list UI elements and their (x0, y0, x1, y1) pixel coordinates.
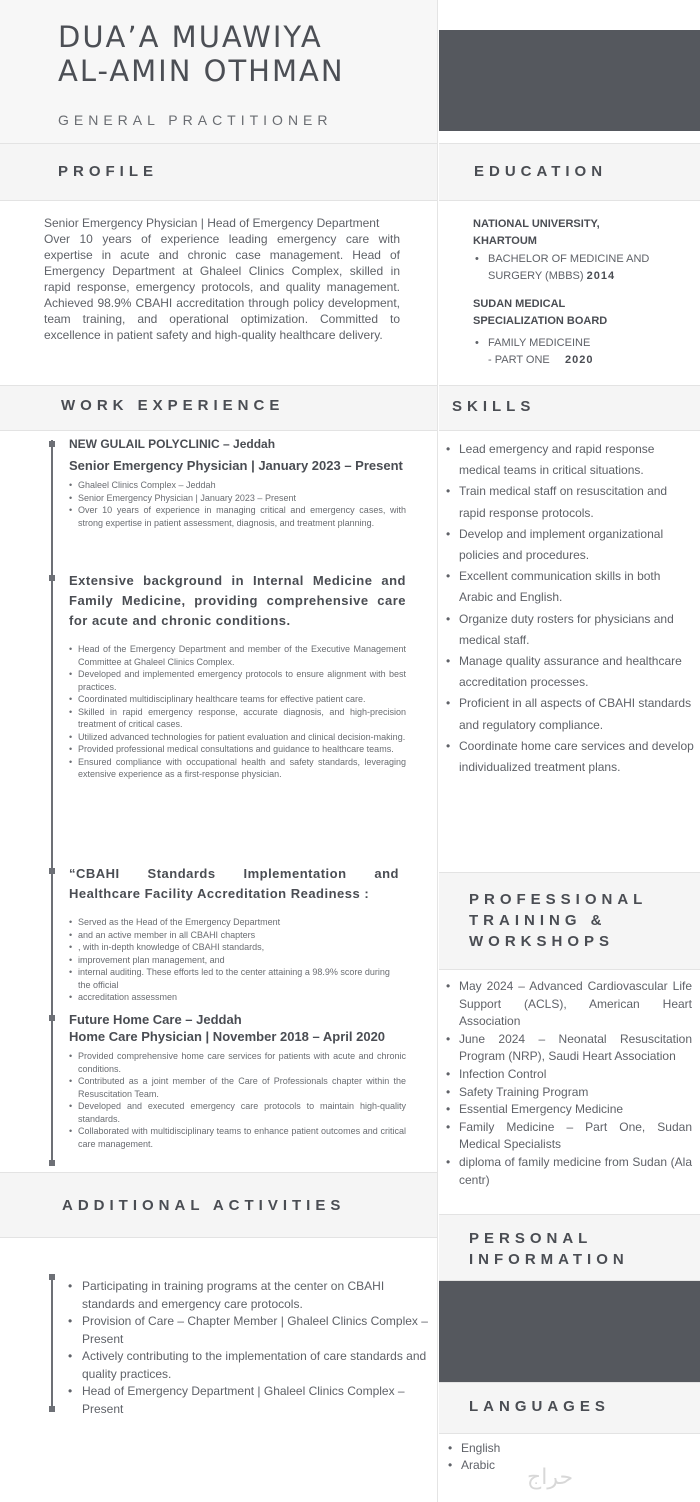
list-item: • May 2024 – Advanced Cardiovascular Life Support (ACLS), American Heart Association (446, 978, 692, 1031)
header-accent-block (439, 30, 700, 131)
timeline-dot (49, 1015, 55, 1021)
list-item: • Essential Emergency Medicine (446, 1101, 692, 1119)
timeline-dot (49, 868, 55, 874)
education-entry (473, 216, 688, 285)
institution-line: KHARTOUM (473, 235, 537, 247)
heading-line: INFORMATION (469, 1251, 629, 1268)
name-line-2: AL-AMIN OTHMAN (58, 54, 345, 88)
skills-section-bar (439, 385, 700, 431)
background-summary: Extensive background in Internal Medicine and Family Medicine, providing comprehensive care for acute and chronic conditions. (69, 573, 406, 628)
job-entry-new-gulail (69, 437, 406, 529)
institution-line: SUDAN MEDICAL (473, 298, 566, 310)
work-section-bar (0, 385, 437, 431)
timeline-dot (49, 1274, 55, 1280)
training-list (446, 978, 692, 1189)
degree-name: SURGERY (MBBS) (488, 270, 584, 282)
cbahi-title: “CBAHI Standards Implementation and Healthcare Facility Accreditation Readiness : (69, 866, 399, 901)
profile-headline: Senior Emergency Physician | Head of Emergency Department (44, 216, 380, 230)
profile-section-bar (0, 143, 437, 201)
job-employer: NEW GULAIL POLYCLINIC – Jeddah (69, 437, 276, 451)
list-item: • Organize duty rosters for physicians and medical staff. (446, 609, 696, 651)
work-experience-heading: WORK EXPERIENCE (61, 397, 285, 414)
list-item: • Developed and implemented emergency protocols to ensure alignment with best practices. (69, 668, 406, 693)
timeline-dot (49, 575, 55, 581)
training-heading: PROFESSIONAL TRAINING & WORKSHOPS (469, 891, 648, 950)
header (0, 0, 437, 143)
heading-line: PERSONAL (469, 1230, 593, 1247)
timeline-line (51, 440, 53, 1165)
list-item: • Utilized advanced technologies for patient evaluation and clinical decision-making. (69, 731, 406, 744)
list-item: • Contributed as a joint member of the Care of Professionals chapter within the Resuscitation Team. (69, 1075, 406, 1100)
list-item: • Arabic (448, 1457, 500, 1474)
job-bullets (69, 479, 406, 529)
list-item: • Actively contributing to the implementation of care standards and quality practices. (68, 1348, 430, 1383)
list-item: • Ensured compliance with occupational health and safety standards, leveraging extensive experience as a first-response physician. (69, 756, 406, 781)
list-item: • Collaborated with multidisciplinary teams to enhance patient outcomes and critical care management. (69, 1125, 406, 1150)
list-item: • Over 10 years of experience in managing critical and emergency cases, with strong expertise in patient assessment, diagnosis, and treatment planning. (69, 504, 406, 529)
degree-line (488, 352, 688, 369)
list-item: • Provided comprehensive home care services for patients with acute and chronic conditions. (69, 1050, 406, 1075)
list-item: • Served as the Head of the Emergency Department (69, 916, 399, 929)
degree-line: BACHELOR OF MEDICINE AND (488, 253, 650, 265)
right-column (437, 0, 700, 1502)
job-bullets (69, 1050, 406, 1150)
bullet-icon: • (475, 337, 479, 349)
list-item: • diploma of family medicine from Sudan (Ala centr) (446, 1154, 692, 1189)
list-item: • and an active member in all CBAHI chapters (69, 929, 399, 942)
degree (473, 251, 688, 285)
institution (473, 216, 688, 250)
cbahi-entry (69, 864, 399, 1004)
languages-list (448, 1440, 500, 1474)
list-item: • Participating in training programs at the center on CBAHI standards and emergency care protocols. (68, 1278, 430, 1313)
list-item: • Skilled in rapid emergency response, accurate diagnosis, and high-precision treatment of critical cases. (69, 706, 406, 731)
list-item: • Senior Emergency Physician | January 2023 – Present (69, 492, 406, 505)
timeline-line (51, 1274, 53, 1412)
list-item: • Develop and implement organizational policies and procedures. (446, 524, 696, 566)
cbahi-bullets (69, 916, 399, 1004)
education-entry (473, 296, 688, 369)
list-item: • Infection Control (446, 1066, 692, 1084)
list-item: • English (448, 1440, 500, 1457)
degree-name: - PART ONE (488, 354, 550, 366)
list-item: • Developed and executed emergency care protocols to maintain high-quality standards. (69, 1100, 406, 1125)
name-line-1: DUA’A MUAWIYA (58, 20, 323, 54)
skills-heading: SKILLS (452, 398, 536, 415)
job-employer: Future Home Care – Jeddah (69, 1012, 242, 1027)
list-item: • Coordinated multidisciplinary healthcare teams for effective patient care. (69, 693, 406, 706)
list-item: • accreditation assessmen (69, 991, 399, 1004)
list-item: • June 2024 – Neonatal Resuscitation Program (NRP), Saudi Heart Association (446, 1031, 692, 1066)
skills-list (446, 439, 696, 778)
profile-heading: PROFILE (58, 163, 159, 180)
institution (473, 296, 688, 330)
candidate-name (58, 20, 345, 88)
list-item: • Lead emergency and rapid response medical teams in critical situations. (446, 439, 696, 481)
list-item: • Ghaleel Clinics Complex – Jeddah (69, 479, 406, 492)
personal-section-bar (439, 1214, 700, 1281)
list-item: • Manage quality assurance and healthcare accreditation processes. (446, 651, 696, 693)
list-item: • Provision of Care – Chapter Member | Ghaleel Clinics Complex – Present (68, 1313, 430, 1348)
list-item: • improvement plan management, and (69, 954, 399, 967)
training-section-bar (439, 872, 700, 970)
job-entry-future-home-care (69, 1011, 406, 1150)
list-item: • Head of Emergency Department | Ghaleel Clinics Complex – Present (68, 1383, 430, 1418)
timeline-dot (49, 1406, 55, 1412)
education-section-bar (439, 143, 700, 201)
degree (473, 335, 688, 369)
list-item: • internal auditing. These efforts led to the center attaining a 98.9% score during the official (69, 966, 399, 991)
personal-information-heading (469, 1228, 629, 1270)
languages-heading: LANGUAGES (469, 1398, 610, 1415)
list-item: • , with in-depth knowledge of CBAHI standards, (69, 941, 399, 954)
list-item: • Safety Training Program (446, 1084, 692, 1102)
job-role: GENERAL PRACTITIONER (58, 112, 333, 128)
list-item: • Proficient in all aspects of CBAHI standards and regulatory compliance. (446, 693, 696, 735)
activities-list (68, 1278, 430, 1418)
additional-activities-heading: ADDITIONAL ACTIVITIES (62, 1197, 346, 1214)
list-item: • Train medical staff on resuscitation and rapid response protocols. (446, 481, 696, 523)
education-heading: EDUCATION (474, 163, 608, 180)
personal-info-block (439, 1281, 700, 1382)
list-item: • Family Medicine – Part One, Sudan Medical Specialists (446, 1119, 692, 1154)
additional-section-bar (0, 1172, 437, 1238)
institution-line: NATIONAL UNIVERSITY, (473, 218, 600, 230)
watermark-logo: حراج (527, 1465, 574, 1490)
timeline-dot (49, 1160, 55, 1166)
background-bullets (69, 643, 406, 781)
profile-summary (44, 215, 400, 343)
institution-line: SPECIALIZATION BOARD (473, 315, 608, 327)
list-item: • Coordinate home care services and develop individualized treatment plans. (446, 736, 696, 778)
languages-section-bar (439, 1382, 700, 1434)
list-item: • Excellent communication skills in both Arabic and English. (446, 566, 696, 608)
degree-year: 2020 (565, 354, 594, 366)
background-entry (69, 571, 406, 781)
degree-line: FAMILY MEDICEINE (488, 337, 591, 349)
list-item: • Head of the Emergency Department and member of the Executive Management Committee at Ghaleel Clinics Complex. (69, 643, 406, 668)
degree-year: 2014 (586, 270, 616, 282)
job-title: Home Care Physician | November 2018 – April 2020 (69, 1029, 386, 1044)
bullet-icon: • (475, 253, 479, 265)
job-title: Senior Emergency Physician | January 2023 – Present (69, 458, 403, 473)
list-item: • Provided professional medical consultations and guidance to healthcare teams. (69, 743, 406, 756)
degree-line (488, 268, 688, 285)
profile-body: Over 10 years of experience leading emergency care with expertise in acute and chronic case management. Head of Emergency Department at Ghaleel Clinics Complex, skilled in rapid response, emergency protocols, and quality management. Achieved 98.9% CBAHI accreditation through policy development, team training, and operational optimization. Committed to excellence in patient safety and high-quality healthcare delivery. (44, 232, 400, 342)
timeline-dot (49, 441, 55, 447)
